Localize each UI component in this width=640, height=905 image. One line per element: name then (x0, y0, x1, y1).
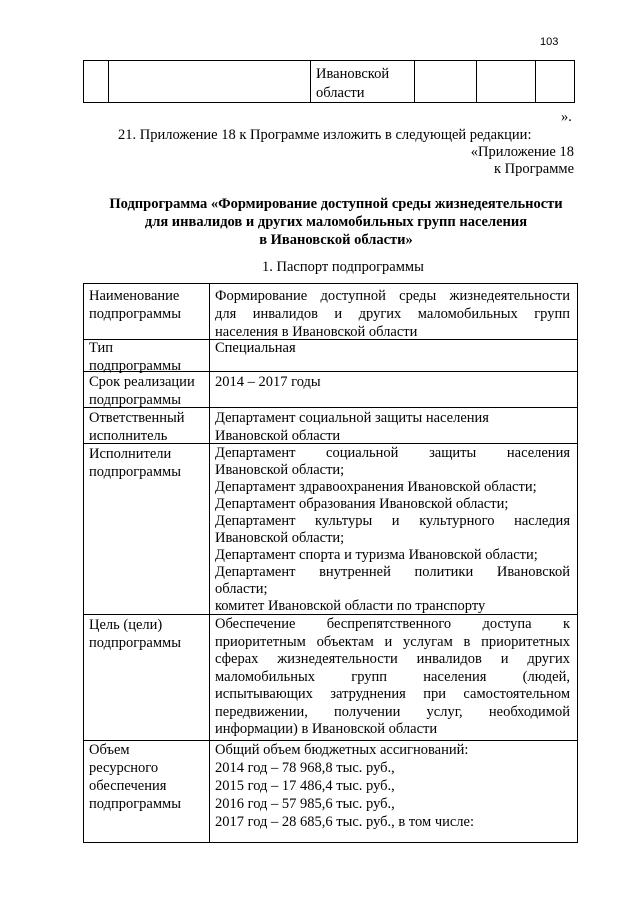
row-value-responsible (215, 409, 570, 445)
label-line: исполнитель (89, 428, 168, 444)
value-line: Формирование доступной среды жизнедеятельности (215, 288, 570, 304)
value-line: 2014 год – 78 968,8 тыс. руб., (215, 760, 395, 776)
title-line: Подпрограмма «Формирование доступной среды жизнедеятельности (109, 196, 563, 212)
value-line: Департамент культуры и культурного наследия (215, 513, 570, 529)
value-line: Департамент социальной защиты населения (215, 445, 570, 461)
label-line: обеспечения (89, 778, 167, 794)
label-line: подпрограммы (89, 392, 181, 408)
appendix-line-1: «Приложение 18 (470, 144, 574, 160)
row-value-executors (215, 445, 570, 615)
cell-line: области (316, 85, 365, 101)
value-line: сферах жизнедеятельности инвалидов и других (215, 651, 570, 667)
value-line: Специальная (215, 340, 296, 356)
table-divider (476, 61, 477, 102)
value-line: Департамент социальной защиты населения (215, 410, 489, 426)
label-line: Ответственный (89, 410, 185, 426)
value-line: Ивановской области; (215, 462, 345, 478)
value-line: информации) в Ивановской области (215, 721, 438, 737)
title-line: для инвалидов и других маломобильных групп населения (144, 214, 528, 230)
label-line: Срок реализации (89, 374, 195, 390)
label-line: Исполнители (89, 446, 172, 462)
value-line: Ивановской области; (215, 530, 345, 546)
value-line: передвижении, получении услуг, необходимой (215, 703, 570, 720)
passport-title: 1. Паспорт подпрограммы (262, 259, 424, 275)
label-line: Тип (89, 340, 114, 356)
row-label-executors (89, 445, 204, 481)
value-line: Департамент внутренней политики Ивановской (215, 564, 570, 580)
page-number: 103 (540, 36, 559, 48)
label-line: подпрограммы (89, 306, 181, 322)
row-value-term (215, 373, 570, 391)
value-line: Департамент образования Ивановской области; (215, 496, 509, 512)
value-line: Ивановской области (215, 428, 341, 444)
label-line: Объем (89, 742, 130, 758)
value-line: Обеспечение беспрепятственного доступа к (215, 616, 570, 632)
value-line: 2017 год – 28 685,6 тыс. руб., в том числе: (215, 814, 475, 830)
value-line: испытывающих затруднения при самостоятельном (215, 686, 570, 702)
row-label-goal (89, 616, 204, 652)
row-value-goal (215, 616, 570, 739)
continuation-cell (316, 65, 389, 103)
subprogram-title (80, 195, 592, 249)
value-line: 2015 год – 17 486,4 тыс. руб., (215, 778, 395, 794)
row-label-type (89, 339, 204, 375)
appendix-line-2: к Программе (493, 161, 574, 177)
label-line: Цель (цели) (89, 617, 163, 633)
value-line: области; (215, 581, 268, 597)
closing-quote: ». (561, 109, 572, 125)
row-label-term (89, 373, 204, 409)
row-label-name (89, 287, 204, 323)
passport-table (83, 283, 578, 843)
label-line: подпрограммы (89, 358, 181, 374)
row-value-type (215, 339, 570, 357)
column-divider (209, 284, 210, 842)
value-line: 2016 год – 57 985,6 тыс. руб., (215, 796, 395, 812)
value-line: Департамент здравоохранения Ивановской области; (215, 479, 537, 495)
value-line: Общий объем бюджетных ассигнований: (215, 742, 469, 758)
label-line: подпрограммы (89, 464, 181, 480)
table-divider (108, 61, 109, 102)
row-value-name (215, 287, 570, 341)
row-label-funding (89, 741, 204, 813)
value-line: для инвалидов и других маломобильных групп (215, 306, 570, 322)
table-divider (414, 61, 415, 102)
table-divider (310, 61, 311, 102)
value-line: населения в Ивановской области (215, 324, 418, 340)
label-line: подпрограммы (89, 796, 181, 812)
value-line: комитет Ивановской области по транспорту (215, 598, 486, 614)
value-line: 2014 – 2017 годы (215, 374, 321, 390)
label-line: ресурсного (89, 760, 159, 776)
title-line: в Ивановской области» (259, 232, 413, 248)
value-line: Департамент спорта и туризма Ивановской области; (215, 547, 538, 563)
row-label-responsible (89, 409, 204, 445)
row-value-funding (215, 741, 570, 831)
cell-line: Ивановской (316, 66, 390, 82)
label-line: подпрограммы (89, 635, 181, 651)
table-divider (535, 61, 536, 102)
instruction-text: 21. Приложение 18 к Программе изложить в следующей редакции: (118, 127, 532, 143)
value-line: приоритетным объектам и услугам в приоритетных (215, 633, 570, 650)
value-line: маломобильных групп населения (людей, (215, 668, 570, 685)
label-line: Наименование (89, 288, 180, 304)
